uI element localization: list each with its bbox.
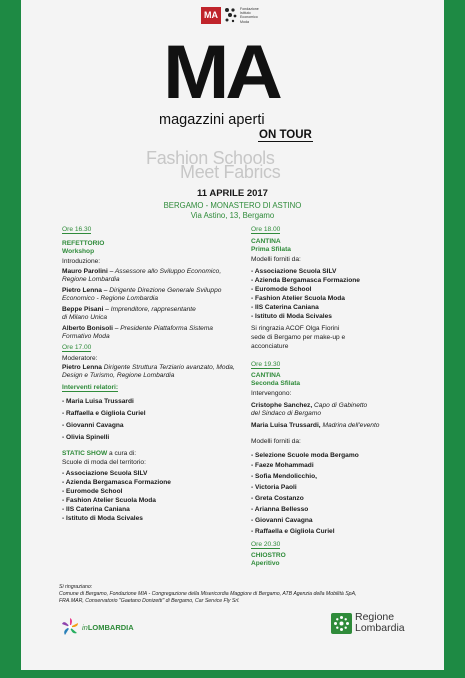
event-address: Via Astino, 13, Bergamo <box>190 211 275 220</box>
thanks-acof: Si ringrazia ACOF Olga Fiorini <box>251 325 340 332</box>
model-item: - Victoria Paoli <box>251 484 297 491</box>
speaker-sanchez: Cristophe Sanchez, Capo di Gabinetto <box>251 402 368 409</box>
ma-logo-mark: MA <box>201 7 221 24</box>
in-lombardia-logo: inLOMBARDIA <box>82 623 134 632</box>
speaker-parolini-role: Regione Lombardia <box>62 276 120 283</box>
event-venue: BERGAMO - MONASTERO DI ASTINO <box>163 201 302 210</box>
speaker-bonisoli: Alberto Bonisoli – Presidente Piattaforma Sistema <box>62 325 213 332</box>
school-item: - Euromode School <box>62 488 123 495</box>
school-item: - Istituto di Moda Scivales <box>62 515 143 522</box>
model-item: - Faeze Mohammadi <box>251 462 314 469</box>
refettorio-title: REFETTORIO <box>62 240 105 247</box>
speaker-parolini: Mauro Parolini – Assessore allo Sviluppo Economico, <box>62 268 222 275</box>
footer-thanks-head: Si ringraziano: <box>59 584 93 590</box>
speaker-item: - Raffaella e Gigliola Curiel <box>62 410 146 417</box>
model-item: - Giovanni Cavagna <box>251 517 313 524</box>
workshop-subtitle: Workshop <box>62 248 95 255</box>
model-item: - Raffaella e Gigliola Curiel <box>251 528 335 535</box>
time-1800: Ore 18.00 <box>251 226 281 233</box>
foundation-dots-icon <box>224 7 238 23</box>
model-item: - Associazione Scuola SILV <box>251 268 337 275</box>
speaker-item: - Giovanni Cavagna <box>62 422 124 429</box>
event-date: 11 APRILE 2017 <box>197 188 268 199</box>
time-1700: Ore 17.00 <box>62 344 92 351</box>
model-item: - Sofia Mendolicchio, <box>251 473 317 480</box>
models-intro-2: Modelli forniti da: <box>251 438 301 445</box>
speaker-lenna-role: Economico - Regione Lombardia <box>62 295 159 302</box>
speaker-pisani-role: di Milano Unica <box>62 314 108 321</box>
aperitivo-subtitle: Aperitivo <box>251 560 280 567</box>
moderator-role: Design e Turismo, Regione Lombardia <box>62 372 175 379</box>
regione-lombardia-icon <box>331 613 352 634</box>
models-intro: Modelli forniti da: <box>251 256 301 263</box>
school-item: - Azienda Bergamasca Formazione <box>62 479 171 486</box>
thanks-acof: sede di Bergamo per make-up e <box>251 334 346 341</box>
school-item: - Associazione Scuola SILV <box>62 470 148 477</box>
brand-subtitle: magazzini aperti <box>159 112 265 128</box>
tagline-meet-fabrics: Meet Fabrics <box>180 162 281 182</box>
speakers-title: Interventi relatori: <box>62 384 119 391</box>
on-tour-badge: ON TOUR <box>259 129 312 141</box>
brand-logo: MA <box>163 30 279 115</box>
chiostro-title: CHIOSTRO <box>251 552 286 559</box>
cantina-title: CANTINA <box>251 238 281 245</box>
thanks-acof: acconciature <box>251 343 289 350</box>
footer-thanks-line: FRA.MAR, Conservatorio "Gaetano Donizetti" di Bergamo, Car Service Fly Srl. <box>59 598 240 604</box>
speaker-item: - Maria Luisa Trussardi <box>62 398 134 405</box>
time-2030: Ore 20.30 <box>251 541 281 548</box>
seconda-sfilata-subtitle: Seconda Sfilata <box>251 380 301 387</box>
model-item: - Istituto di Moda Scivales <box>251 313 332 320</box>
speaker-pisani: Beppe Pisani – Imprenditore, rappresentante <box>62 306 196 313</box>
model-item: - Greta Costanzo <box>251 495 304 502</box>
model-item: - Fashion Atelier Scuola Moda <box>251 295 345 302</box>
model-item: - Azienda Bergamasca Formazione <box>251 277 360 284</box>
in-lombardia-flower-icon <box>59 616 81 638</box>
cantina-title-2: CANTINA <box>251 372 281 379</box>
model-item: - Selezione Scuole moda Bergamo <box>251 452 359 459</box>
time-1930: Ore 19.30 <box>251 361 281 368</box>
speaker-trussardi: Maria Luisa Trussardi, Madrina dell'evento <box>251 422 380 429</box>
speaker-lenna: Pietro Lenna – Dirigente Direzione Generale Sviluppo <box>62 287 222 294</box>
school-item: - IIS Caterina Caniana <box>62 506 130 513</box>
model-item: - IIS Caterina Caniana <box>251 304 319 311</box>
speaker-sanchez-role: del Sindaco di Bergamo <box>251 410 322 417</box>
regione-lombardia-logo: Regione Lombardia <box>355 611 405 634</box>
speaker-item: - Olivia Spinelli <box>62 434 110 441</box>
foundation-text: Fondazione Istituto Economico Moda <box>240 7 259 24</box>
model-item: - Arianna Bellesso <box>251 506 309 513</box>
schools-intro: Scuole di moda del territorio: <box>62 459 146 466</box>
school-item: - Fashion Atelier Scuola Moda <box>62 497 156 504</box>
moderator-lenna: Pietro Lenna Dirigente Struttura Terziario avanzato, Moda, <box>62 364 235 371</box>
static-show-heading: STATIC SHOW a cura di: <box>62 450 137 457</box>
interventions-label: Intervengono: <box>251 390 292 397</box>
tagline-fashion-schools: Fashion Schools <box>146 148 275 168</box>
intro-label: Introduzione: <box>62 258 101 265</box>
footer-thanks-line: Comune di Bergamo, Fondazione MIA - Congregazione della Misericordia Maggiore di Bergamo, ATB Agenzia della Mobilità SpA, <box>59 591 357 597</box>
model-item: - Euromode School <box>251 286 312 293</box>
prima-sfilata-subtitle: Prima Sfilata <box>251 246 291 253</box>
moderator-label: Moderatore: <box>62 355 98 362</box>
time-1630: Ore 16.30 <box>62 226 92 233</box>
speaker-bonisoli-role: Formativo Moda <box>62 333 110 340</box>
